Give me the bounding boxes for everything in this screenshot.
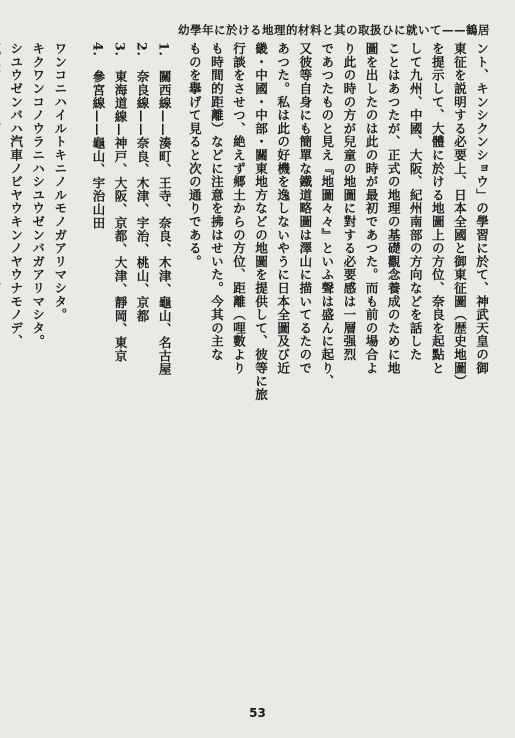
route-text: 奈良線——奈良、木津、宇治、桃山、京都 bbox=[134, 69, 150, 323]
column-gap bbox=[78, 42, 86, 684]
text-column: ワンコニハイルトキニノルモノガアリマシタ。 bbox=[52, 42, 68, 322]
route-number: 3. bbox=[112, 42, 128, 57]
column-gap bbox=[70, 42, 78, 684]
route-list-item bbox=[108, 42, 130, 684]
text-column: シユウゼンバハ汽車ノビヤウキンノヤウナモノデ、 bbox=[8, 42, 24, 348]
text-column: ことはあつたが、正式の地理の基礎觀念養成のために地 bbox=[385, 42, 401, 375]
text-column: あつた。私は此の好機を逸しないやうに日本全圖及び近 bbox=[275, 42, 291, 375]
text-column: ント、キンシクンショウ」の學習に於て、神武天皇の御 bbox=[474, 42, 489, 375]
text-column: 畿・中國・中部・關東地方などの地圖を提供して、彼等に旅 bbox=[253, 42, 269, 402]
text-column: キクワンコノウラニハシユウゼンバガアリマシタ。 bbox=[30, 42, 46, 348]
text-column: り此の時の方が兒童の地圖に對する必要感は一層强烈 bbox=[341, 42, 357, 362]
route-list-item bbox=[86, 42, 108, 684]
text-column: 圖を出したのは此の時が最初であつた。而も前の場合よ bbox=[363, 42, 379, 375]
page-number: 53 bbox=[249, 706, 266, 720]
running-title: 幼學年に於ける地理的材料と其の取扱ひに就いて——鶴居 bbox=[178, 23, 490, 37]
route-list-item bbox=[131, 42, 153, 684]
text-column: 又彼等自身にも簡單な鐵道略圖は澤山に描いてるたので bbox=[297, 42, 313, 375]
text-column: ものを擧げて見ると次の通りである。 bbox=[186, 42, 202, 269]
route-number: 4. bbox=[90, 42, 106, 57]
text-column: も時間的距離）などに注意を拂はせいた。今其の主な bbox=[208, 42, 224, 362]
text-column: して九州、中國、大阪、紀州南部の方向などを話した bbox=[407, 42, 423, 362]
text-column: であつたものと見え『地圖々々』といふ聲は盛んに起り、 bbox=[319, 42, 335, 388]
column-gap bbox=[175, 42, 183, 684]
text-column: 東征を説明する必要上、日本全國と御東征圖（歴史地圖） bbox=[451, 42, 467, 388]
text-column: を提示して、大體に於ける地圖上の方位、奈良を起點と bbox=[429, 42, 445, 375]
route-number: 1. bbox=[156, 42, 172, 57]
route-text: 關西線——湊町、王寺、奈良、木津、龜山、名古屋 bbox=[156, 69, 172, 376]
route-number: 2. bbox=[134, 42, 150, 57]
route-text: 參宮線——龜山、宇治山田 bbox=[90, 69, 106, 230]
route-text: 東海道線—神戸、大阪、京都、大津、靜岡、東京 bbox=[112, 69, 128, 363]
vertical-body-text bbox=[8, 42, 492, 684]
text-column bbox=[0, 42, 4, 684]
route-list-item bbox=[153, 42, 175, 684]
text-column: 行談をさせつ、絶えず郷土からの方位、距離（哩數より bbox=[230, 42, 246, 375]
